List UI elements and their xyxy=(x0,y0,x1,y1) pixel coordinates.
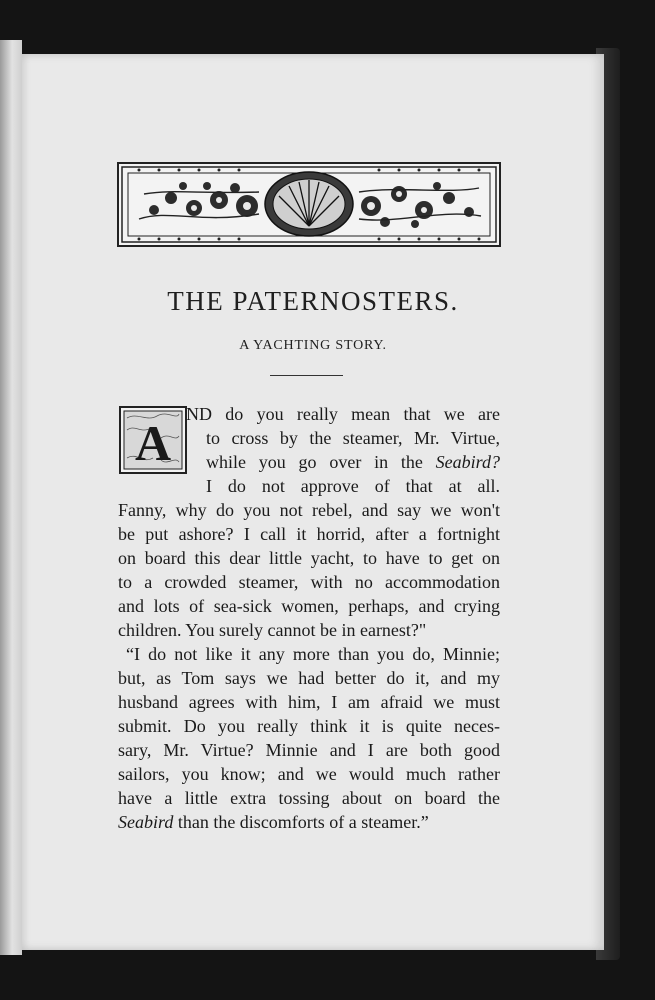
body-line-10: children. You surely cannot be in earnest?" xyxy=(118,620,427,640)
body-line-3: while you go over in the Seabird? xyxy=(206,452,500,472)
body-line-7: on board this dear little yacht, to have to get on xyxy=(118,548,500,568)
body-line-11: “I do not like it any more than you do, Minnie; xyxy=(126,644,500,664)
body-line-8: to a crowded steamer, with no accommodation xyxy=(118,572,500,592)
book-page xyxy=(22,54,604,950)
floral-headpiece-ornament xyxy=(117,162,501,247)
ornamental-drop-cap xyxy=(119,406,187,474)
body-line-5: Fanny, why do you not rebel, and say we won't xyxy=(118,500,500,520)
body-line-1: ND do you really mean that we are xyxy=(186,404,500,424)
chapter-title: THE PATERNOSTERS. xyxy=(167,286,459,316)
body-line-14: submit. Do you really think it is quite neces- xyxy=(118,716,500,736)
previous-page-edge xyxy=(0,40,22,955)
body-line-15: sary, Mr. Virtue? Minnie and I are both good xyxy=(118,740,500,760)
chapter-subtitle: A YACHTING STORY. xyxy=(239,338,387,353)
body-line-18: Seabird than the discomforts of a steamer.” xyxy=(118,812,429,832)
body-line-6: be put ashore? I call it horrid, after a fortnight xyxy=(118,524,500,544)
body-line-12: but, as Tom says we had better do it, and my xyxy=(118,668,500,688)
body-line-17: have a little extra tossing about on board the xyxy=(118,788,500,808)
drop-cap-letter: A xyxy=(134,415,172,471)
body-line-9: and lots of sea-sick women, perhaps, and crying xyxy=(118,596,500,616)
title-divider-rule xyxy=(270,375,343,376)
body-line-13: husband agrees with him, I am afraid we must xyxy=(118,692,500,712)
body-line-4: I do not approve of that at all. xyxy=(206,476,500,496)
body-line-2: to cross by the steamer, Mr. Virtue, xyxy=(206,428,500,448)
body-line-16: sailors, you know; and we would much rather xyxy=(118,764,500,784)
